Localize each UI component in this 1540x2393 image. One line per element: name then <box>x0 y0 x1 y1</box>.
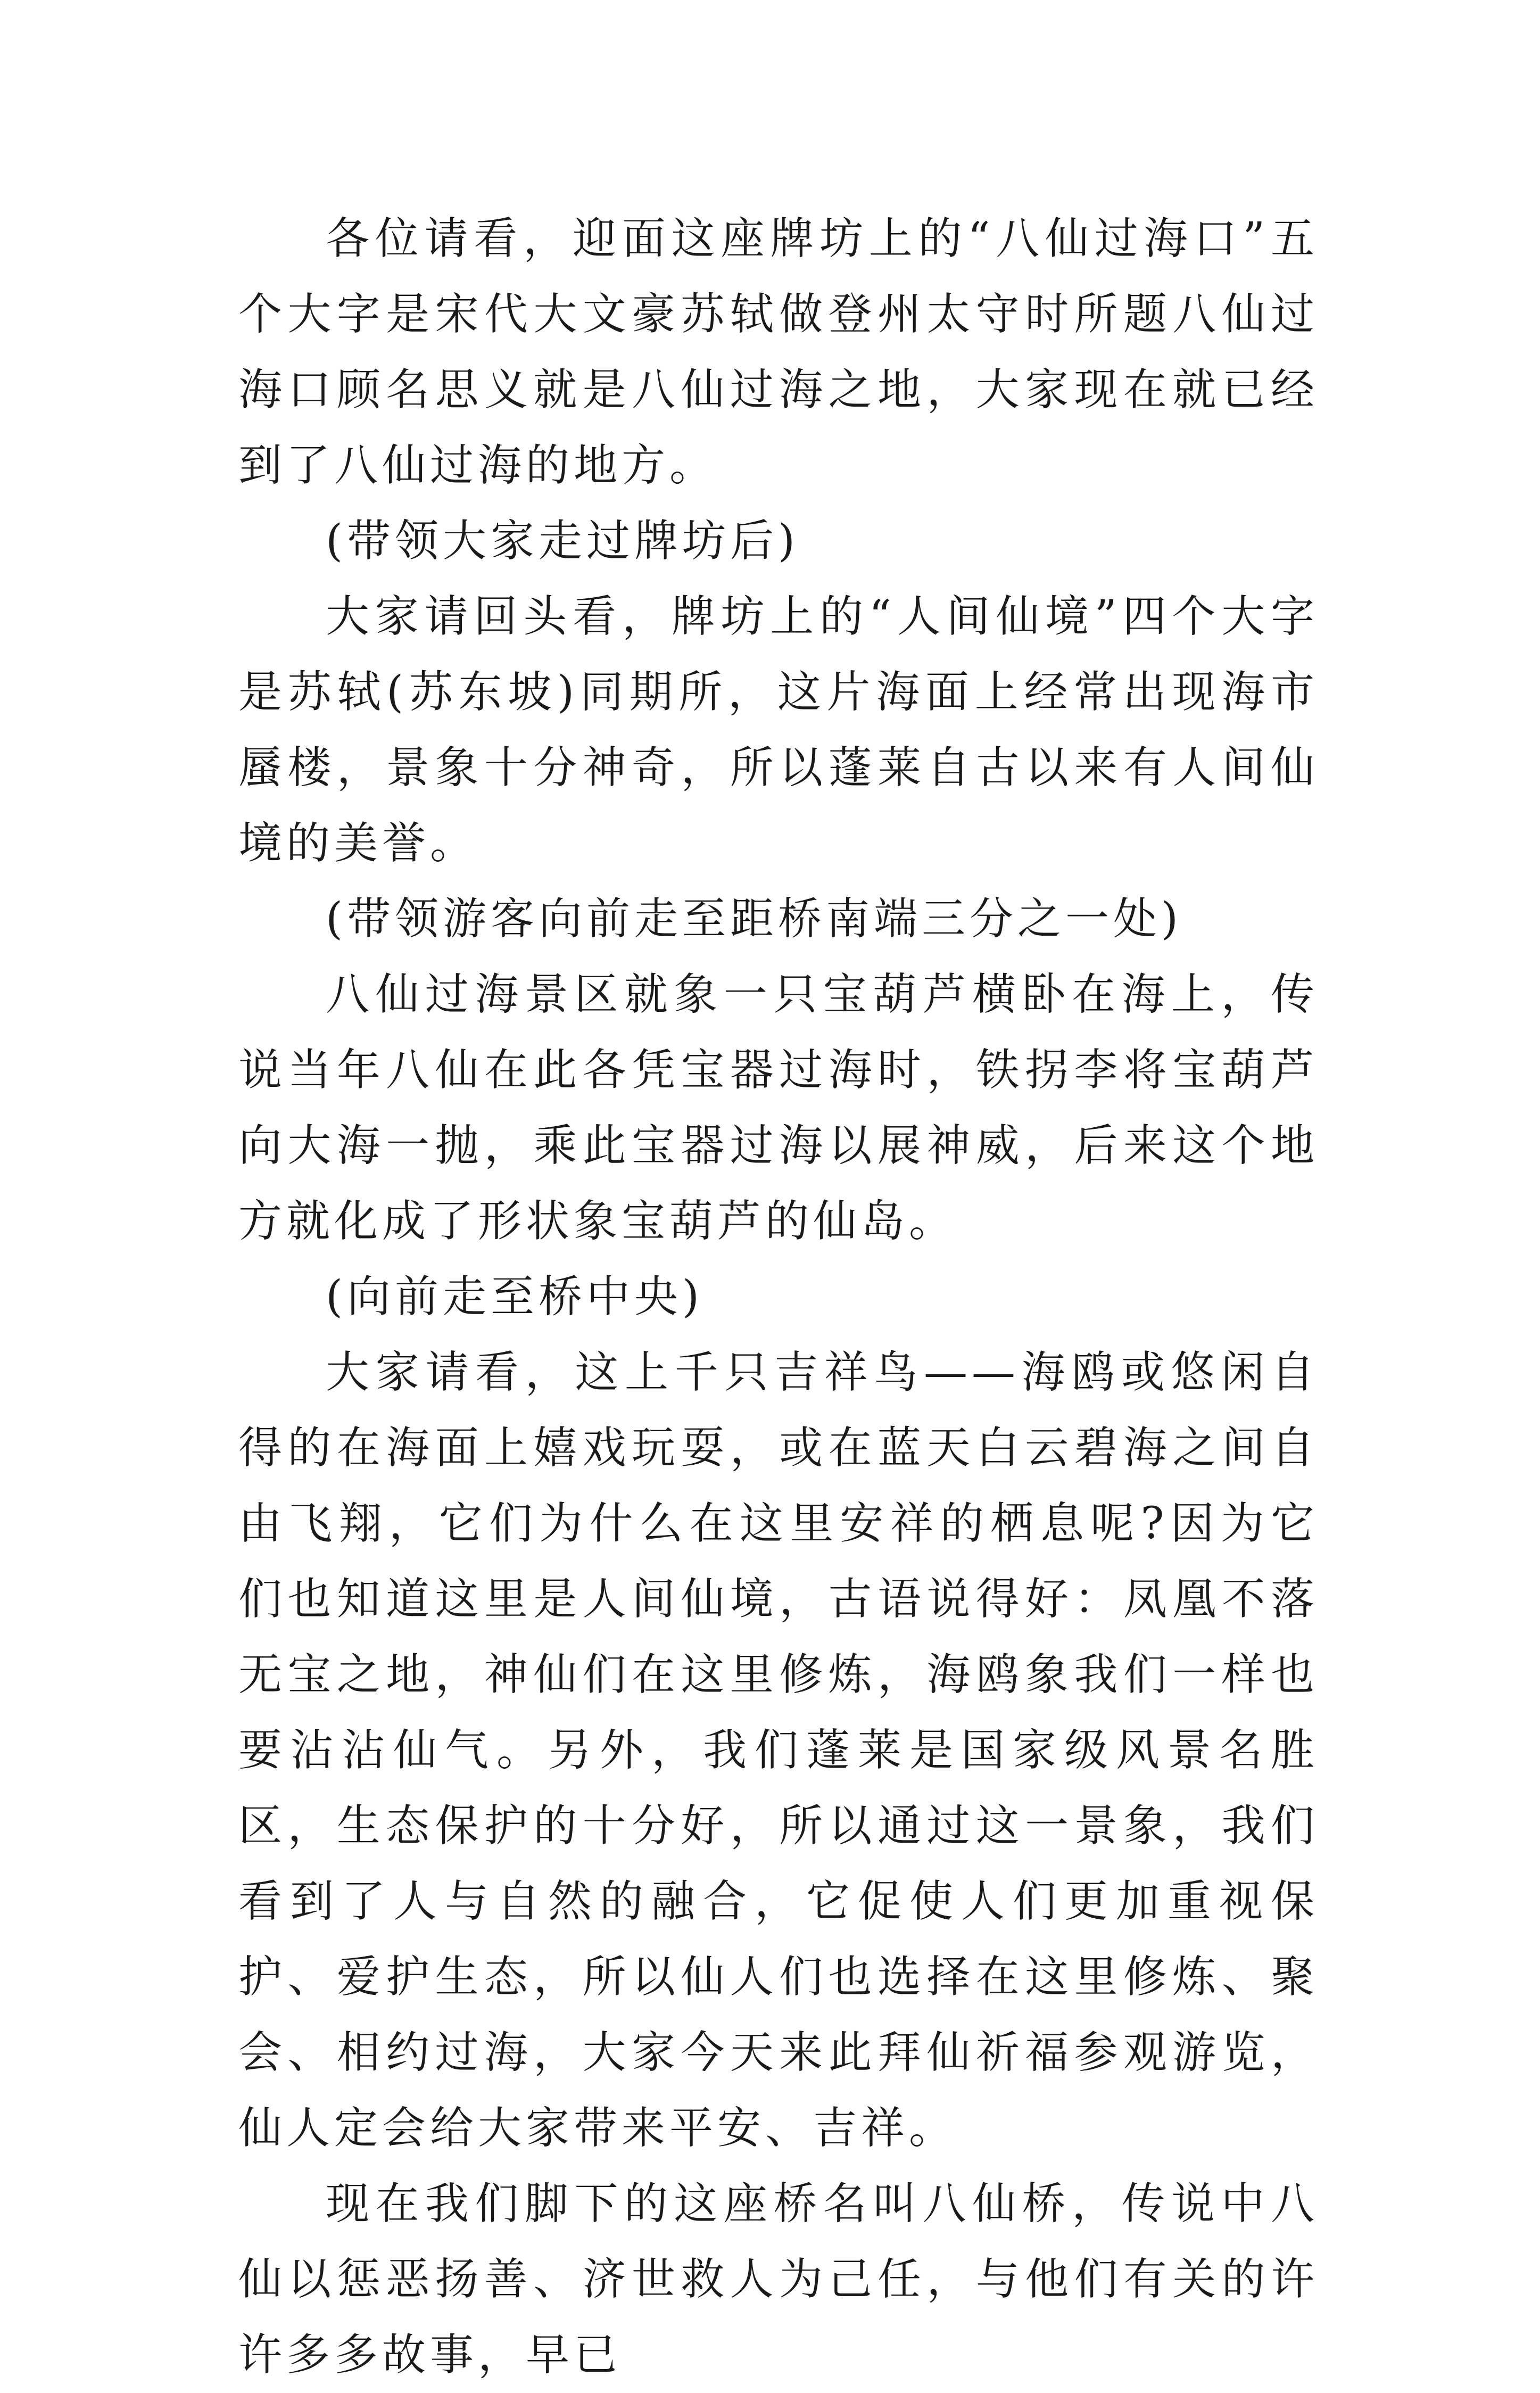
paragraph: 大家请回头看，牌坊上的“人间仙境”四个大字是苏轼(苏东坡)同期所，这片海面上经常出现海市蜃楼，景象十分神奇，所以蓬莱自古以来有人间仙境的美誉。 <box>238 591 1319 869</box>
paragraph: (带领大家走过牌坊后) <box>326 516 799 566</box>
paragraph: 大家请看，这上千只吉祥鸟——海鸥或悠闲自得的在海面上嬉戏玩耍，或在蓝天白云碧海之间自由飞翔，它们为什么在这里安祥的栖息呢?因为它们也知道这里是人间仙境，古语说得好：凤凰不落无宝之地，神仙们在这里修炼，海鸥象我们一样也要沾沾仙气。另外，我们蓬莱是国家级风景名胜区，生态保护的十分好，所以通过这一景象，我们看到了人与自然的融合，它促使人们更加重视保护、爱护生态，所以仙人们也选择在这里修炼、聚会、相约过海，大家今天来此拜仙祈福参观游览，仙人定会给大家带来平安、吉祥。 <box>238 1347 1319 2153</box>
paragraph: 八仙过海景区就象一只宝葫芦横卧在海上，传说当年八仙在此各凭宝器过海时，铁拐李将宝葫芦向大海一抛，乘此宝器过海以展神威，后来这个地方就化成了形状象宝葫芦的仙岛。 <box>238 969 1319 1247</box>
paragraph: 各位请看，迎面这座牌坊上的“八仙过海口”五个大字是宋代大文豪苏轼做登州太守时所题八仙过海口顾名思义就是八仙过海之地，大家现在就已经到了八仙过海的地方。 <box>238 213 1319 491</box>
paragraph: (向前走至桥中央) <box>326 1272 703 1322</box>
document-body <box>238 201 1319 2393</box>
paragraph: (带领游客向前走至距桥南端三分之一处) <box>326 894 1182 944</box>
paragraph: 现在我们脚下的这座桥名叫八仙桥，传说中八仙以惩恶扬善、济世救人为己任，与他们有关的许许多多故事，早已 <box>238 2179 1319 2380</box>
